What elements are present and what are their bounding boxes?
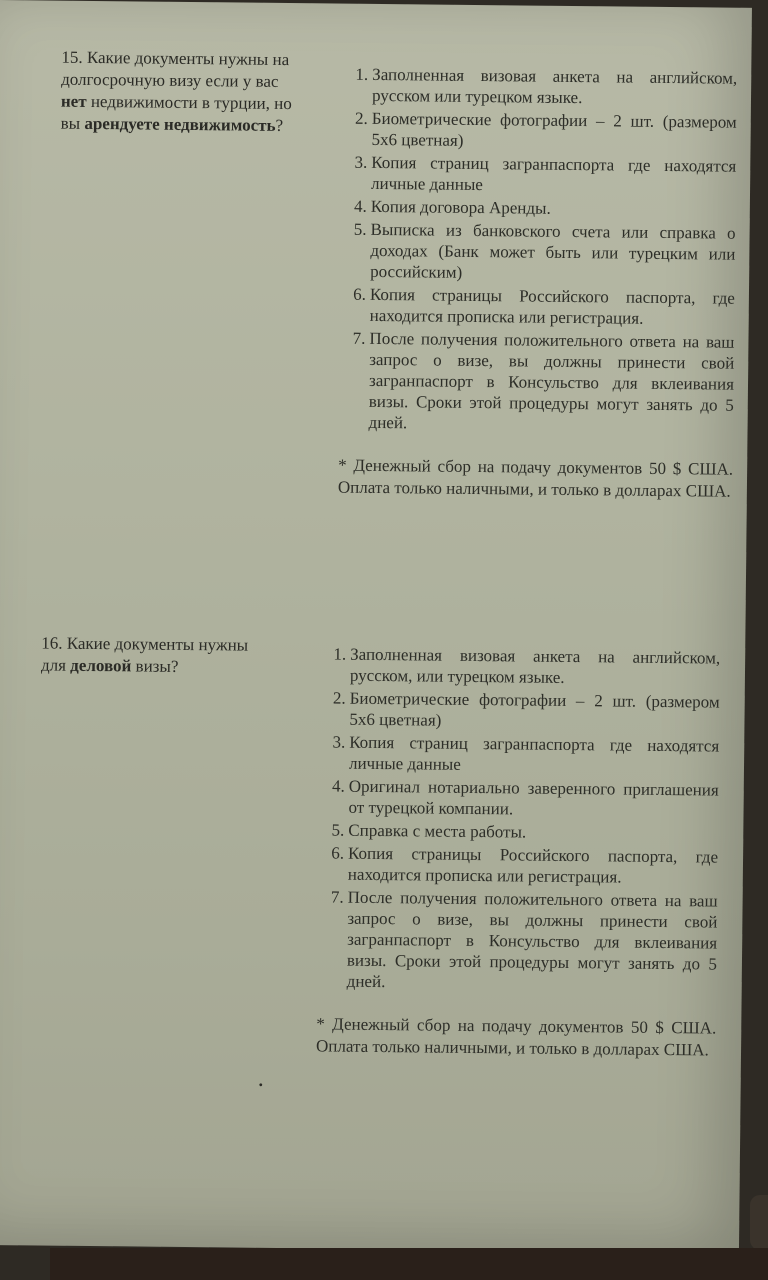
list-item: [319, 731, 719, 777]
question-15-text-1: 15. Какие документы нужны на долгосрочную визу если у вас: [61, 47, 290, 91]
list-item: [319, 687, 719, 733]
question-16-text-1: 16. Какие документы нужны для: [40, 633, 249, 675]
fee-note-16: * Денежный сбор на подачу документов 50 $ США. Оплата только наличными, и только в долларах США.: [315, 1014, 717, 1060]
item-number: 1.: [355, 64, 369, 84]
answers-15-list: [338, 64, 737, 437]
list-item: [318, 819, 718, 844]
question-15-text-2: недвижимости в турции, но вы: [60, 91, 292, 133]
item-number: 6.: [331, 843, 345, 863]
question-15-bold-1: нет: [60, 91, 87, 111]
item-number: 5.: [353, 219, 367, 239]
list-item: [340, 219, 736, 286]
answers-15: [338, 64, 738, 503]
list-item: [341, 152, 736, 198]
item-text: Копия договора Аренды.: [370, 196, 551, 218]
item-number: 4.: [331, 776, 345, 796]
list-item: [342, 64, 737, 110]
list-item: [318, 775, 718, 821]
list-item: [341, 108, 736, 154]
question-15: [61, 47, 297, 137]
question-15-bold-2: арендуете недвижимость: [84, 113, 276, 135]
item-text: После получения положительного ответа на ваш запрос о визе, вы должны принести свой загранпаспорт в Консульство для вклеивания визы. Сроки этой процедуры могут занять до 5 дней.: [346, 887, 718, 992]
item-number: 6.: [353, 284, 367, 304]
item-text: Биометрические фотографии – 2 шт. (размером 5x6 цветная): [371, 108, 737, 150]
question-16-text-2: визы?: [131, 656, 179, 676]
item-text: Справка с места работы.: [348, 820, 527, 842]
answers-16-list: [317, 643, 721, 995]
item-number: 4.: [354, 196, 367, 216]
item-text: Копия страниц загранпаспорта где находятся личные данные: [348, 732, 720, 774]
item-text: Копия страницы Российского паспорта, где находится прописка или регистрация.: [347, 843, 719, 887]
item-number: 7.: [330, 887, 344, 907]
item-text: Копия страниц загранпаспорта где находятся личные данные: [371, 152, 737, 195]
list-item: [320, 643, 720, 689]
table-surface: [50, 1248, 768, 1280]
item-number: 5.: [331, 820, 345, 840]
list-item: [317, 886, 718, 995]
item-number: 2.: [354, 108, 368, 128]
question-15-text-3: ?: [275, 115, 284, 135]
item-text: Заполненная визовая анкета на английском, русском, или турецком языке.: [349, 644, 721, 687]
item-text: После получения положительного ответа на ваш запрос о визе, вы должны принести свой загранпаспорт в Консульство для вклеивания визы. Сроки этой процедуры могут занять до 5 дней.: [368, 328, 735, 433]
item-number: 7.: [352, 328, 366, 348]
item-number: 2.: [332, 688, 346, 708]
item-text: Копия страницы Российского паспорта, где находится прописка или регистрация.: [369, 284, 736, 328]
item-text: Выписка из банковского счета или справка о доходах (Банк может быть или турецким или российским): [370, 219, 736, 282]
background-object: [750, 1195, 768, 1250]
answers-16: [316, 643, 720, 1061]
question-16-bold-1: деловой: [70, 655, 132, 676]
question-16: [41, 632, 251, 678]
item-number: 3.: [354, 152, 368, 172]
list-item: [338, 328, 734, 437]
list-item: [340, 284, 735, 330]
list-item: [341, 196, 736, 221]
item-text: Оригинал нотариально заверенного приглашения от турецкой компании.: [348, 776, 719, 819]
item-text: Биометрические фотографии – 2 шт. (размером 5x6 цветная): [349, 688, 720, 730]
item-number: 1.: [333, 644, 347, 664]
fee-note-15: * Денежный сбор на подачу документов 50 $ США. Оплата только наличными, и только в долларах США.: [337, 455, 734, 501]
item-number: 3.: [332, 732, 346, 752]
list-item: [318, 842, 718, 888]
item-text: Заполненная визовая анкета на английском, русском или турецком языке.: [371, 64, 738, 108]
ink-dot: •: [258, 1077, 263, 1092]
